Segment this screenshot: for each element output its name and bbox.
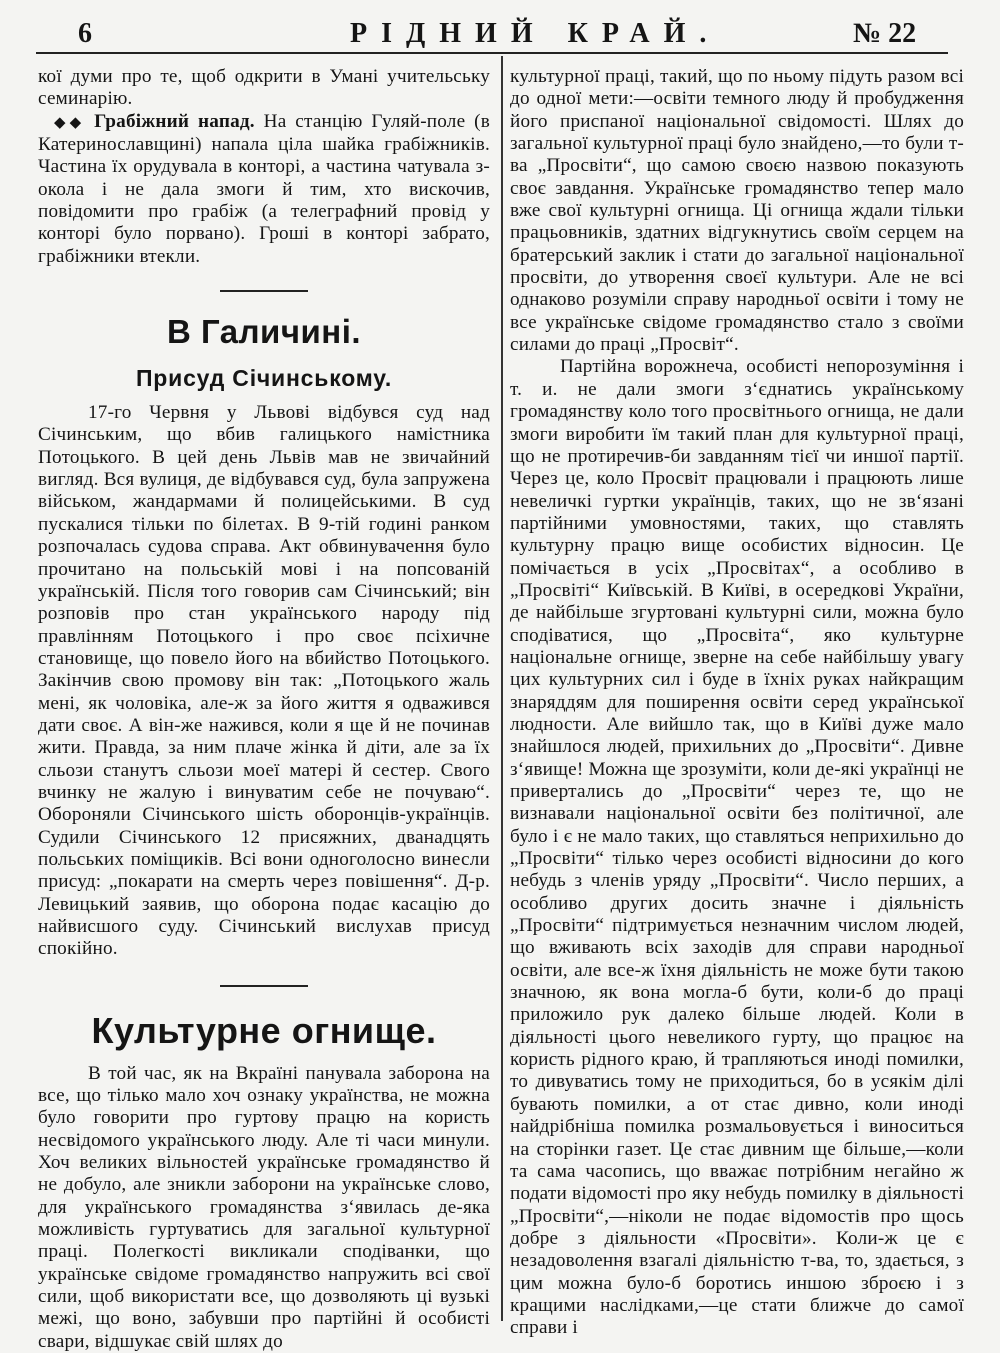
article-paragraph: Партійна ворожнеча, особисті непорозуміння і т. и. не дали змоги з‘єднатись українському громадянству коло того просвітнього огнища, не дали змоги виробити їм такий план для культурної праці, що не протиречив-би завданням тієї чи иншої партії. Через це, коло Просвіт працювали і працюють лише невеличкі гуртки українців, таких, що не зв‘язані партійними умовностями, таких, що ставлять культурну працю вище особистих відносин. Це помічається в усіх „Просвітах“, а особливо в „Просвіті“ Київській. В Київі, в осередкові України, де найбільше згуртовані культурні сили, можна було сподіватися, що „Просвіта“, яко культурне національне огнище, зверне на себе найбільшу увагу цих культурних сил і буде в їхніх руках найкращим знаряддям для поширення освіти серед української людности. Але вийшло так, що в Київі дуже мало знайшлося людей, прихильних до „Просвіти“. Дивне з‘явище! Можна ще зрозуміти, коли де-які українці не привертались до „Просвіти“ через те, що не визнавали національної освіти без політичної, але було і є не мало таких, що ставляться неприхильно до „Просвіти“ тілько через особисті відносини до кого небудь з членів уряду „Просвіти“. Число перших, а особливо других досить значне і діяльність „Просвіти“ підтримується незначним числом людей, що вживають всіх заходів для справи народньої освіти, але все-ж їхня діяльність не може бути такою значною, як вона могла-б бути, коли-б до праці приложило рук далеко більше людей. Коли в діяльності цього невеликого гурту, що працює на користь рідного краю, й трапляються иноді помилки, то дивуватись тому не приходиться, бо в усякім ділі бувають помилки, а от стає дивно, коли иноді найдрібніша помилка розмальовується і виноситься на сторінки газет. Це стає дивним ще більше,—коли та сама часопись, що вважає потрібним негайно ж подати відомості про яку небудь помилку в діяльності „Просвіти“,—ніколи не подає відомостів про щось добре з діяльности «Просвіти». Коли-ж це є незадоволення взагалі діяльністю т-ва, то, здається, з цим можна було-б боротись иншою зброєю і з кращими наслідками,—це стати ближче до самої справи і <box>510 356 964 1339</box>
left-column <box>38 66 490 1353</box>
diamond-bullet-icon: ◆◆ <box>54 114 86 131</box>
article-title: Присуд Січинському. <box>135 365 393 392</box>
newspaper-title: РІДНИЙ КРАЙ. <box>350 18 721 49</box>
article-continuation: культурної праці, такий, що по ньому підуть разом всі до одної мети:—освіти темного люду й пробудження його приспаної національної свідомості. Шлях до загальної культурної праці було знайдено,—то були т-ва „Просвіти“, що самою своєю назвою показують своє завдання. Українське громадянство тепер мало вже свої культурні огнища. Ці огнища ждали тільки працьовників, здатних відгукнутись своїм серцем на братерський заклик і стати до загальної національної просвіти, до утворення своєї культури. Але не всі однаково розуміли справу народньої освіти і тому не все українське свідоме громадянство стало з своїми силами до праці „Просвіт“. <box>510 66 964 356</box>
page-header <box>0 0 1000 52</box>
continuation-text: кої думи про те, щоб одкрити в Умані учительську семинарію. <box>38 66 490 110</box>
section-separator <box>220 290 308 292</box>
article-text: 17-го Червня у Львові відбувся суд над Січинським, що вбив галицького намістника Потоцького. В цей день Львів мав не звичайний вигляд. Вся вулиця, де відбувався суд, була запружена військом, жандармами й полицейськими. В суд пускалися тільки по білетах. В 9-тій годині ранком розпочалась судова справа. Акт обвинувачення було прочитано на польській мові і на попсованій українській. Після того говорив сам Січинський; він розповів про стан українського народу під правлінням Потоцького і про своє псіхичне становище, що повело його на вбийство Потоцького. Закінчив свою промову він так: „Потоцького жаль мені, як чоловіка, але-ж за його життя я одважився дати своє. А він-же нажився, коли я ще й не починав жити. Правда, за ним плаче жінка й діти, але за їх сльози станутъ сльози моеї матері й сестер. Свого вчинку не жалую і винуватим себе не почуваю“. Обороняли Січинського шість оборонців-українців. Судили Січинського 12 присяжних, дванадцять польських поміщиків. Всі вони одноголосно винесли присуд: „покарати на смерть через повішення“. Д-р. Левицький заявив, що оборона подає касацію до найвисшого суду. Січинський вислухав присуд спокійно. <box>38 402 490 960</box>
news-item-text: На станцію Гуляй-поле (в Катеринославщині) напала ціла шайка грабіжників. Частина їх орудувала в конторі, а частина чатувала з-окола і не дала змоги й тим, хто вискочив, повідомити про грабіж (а телеграфний провід у конторі було порвано). Гроші в конторі забрато, грабіжники втекли. <box>38 110 491 267</box>
section-title: В Галичині. <box>166 313 362 351</box>
header-rule <box>36 52 948 54</box>
article-separator <box>220 985 308 987</box>
article-text-culture: В той час, як на Вкраїні панувала заборона на все, що тілько мало хоч ознаку українства, не можна було говорити про гуртову працю на користь несвідомого українського люду. Але ті часи минули. Хоч великих вільностей українське громадянство й не добуло, але зникли заборони на українське слово, для українського громадянства з‘явилась де-яка можливість гуртуватись для загальної культурної праці. Полегкості викликали сподіванки, що українське свідоме громадянство напружить всі свої сили, щоб використати все, що дозволяють ці вузькі межі, що воно, забувши про партійні й особисті свари, відшукає свій шлях до <box>38 1062 490 1352</box>
column-divider <box>501 56 503 1321</box>
news-item-title: Грабіжний напад. <box>94 110 255 132</box>
issue-number: № 22 <box>853 18 917 49</box>
news-item <box>38 111 490 268</box>
page-number: 6 <box>78 18 92 49</box>
article-title-culture: Культурне огнище. <box>91 1009 437 1051</box>
right-column <box>510 66 964 1340</box>
